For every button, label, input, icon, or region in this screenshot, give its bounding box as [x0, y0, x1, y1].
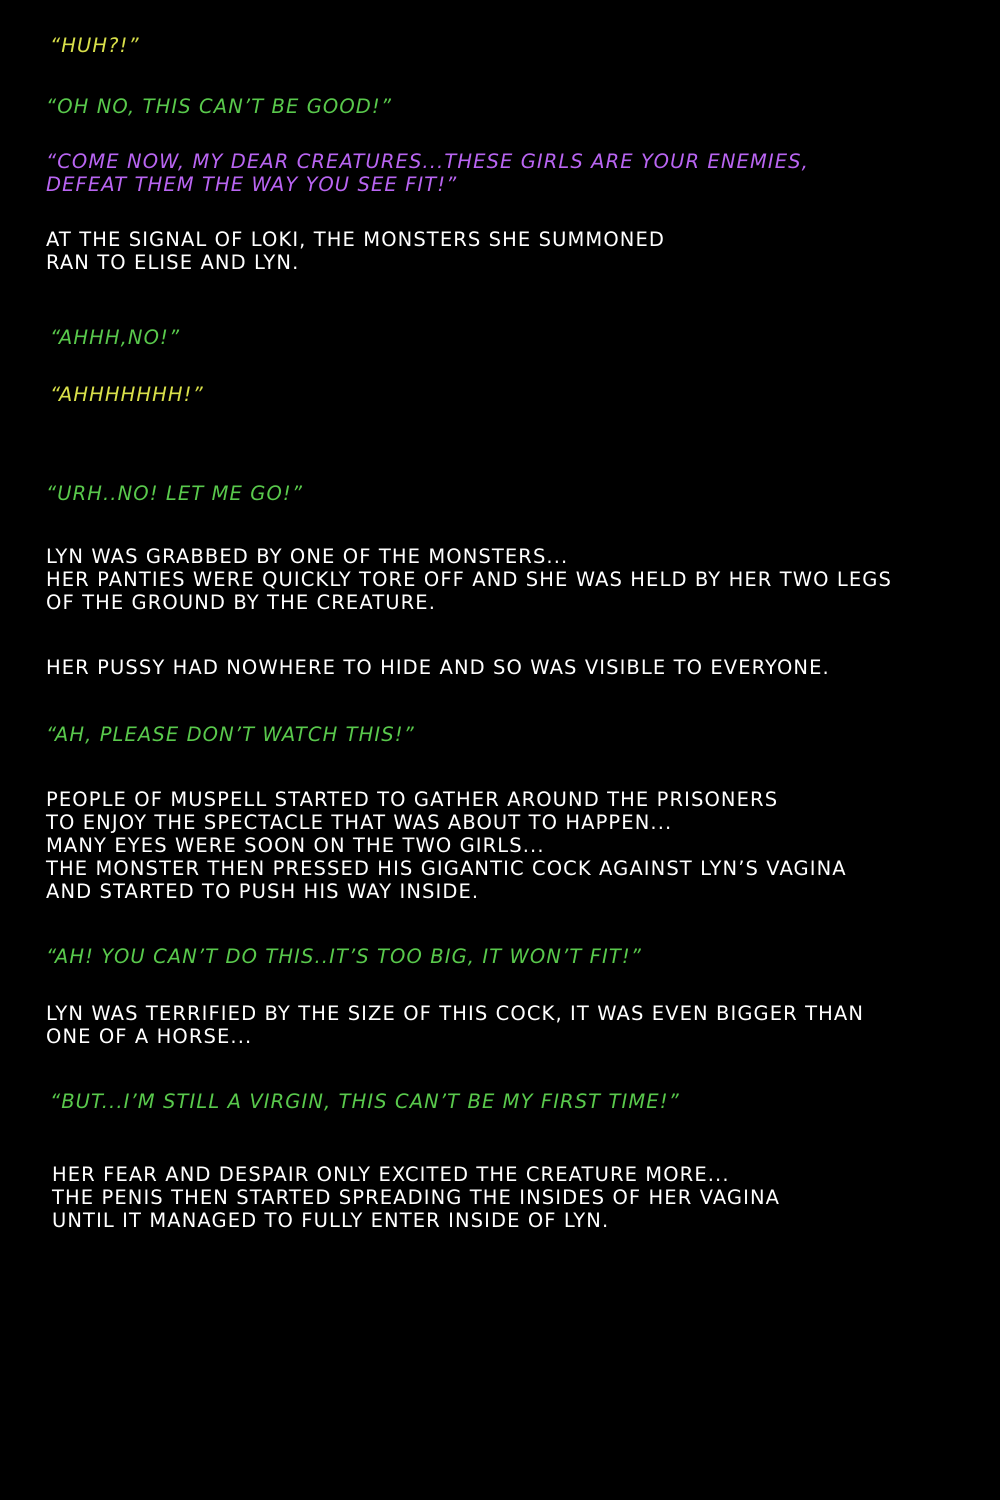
text-block [46, 1090, 960, 1113]
text-block [46, 95, 960, 118]
text-block [46, 326, 960, 349]
text-line: “COME NOW, MY DEAR CREATURES...THESE GIRLS ARE YOUR ENEMIES, [46, 150, 809, 173]
text-block [46, 150, 960, 196]
text-line: “BUT...I’M STILL A VIRGIN, THIS CAN’T BE MY FIRST TIME!” [50, 1090, 680, 1113]
text-block [46, 545, 960, 614]
text-block [46, 383, 960, 406]
text-line: “AHHHHHHH!” [50, 383, 204, 406]
text-line: ONE OF A HORSE... [46, 1025, 253, 1048]
text-line: AND STARTED TO PUSH HIS WAY INSIDE. [46, 880, 480, 903]
text-block [46, 482, 960, 505]
text-line: “AHHH,NO!” [50, 326, 181, 349]
text-line: “AH! YOU CAN’T DO THIS..IT’S TOO BIG, IT WON’T FIT!” [46, 945, 642, 968]
text-line: THE MONSTER THEN PRESSED HIS GIGANTIC COCK AGAINST LYN’S VAGINA [46, 857, 847, 880]
text-line: “OH NO, THIS CAN’T BE GOOD!” [46, 95, 393, 118]
text-line: HER PANTIES WERE QUICKLY TORE OFF AND SHE WAS HELD BY HER TWO LEGS [46, 568, 892, 591]
text-block [46, 34, 960, 57]
text-line: LYN WAS GRABBED BY ONE OF THE MONSTERS... [46, 545, 569, 568]
text-block [46, 945, 960, 968]
text-line: HER FEAR AND DESPAIR ONLY EXCITED THE CREATURE MORE... [52, 1163, 730, 1186]
text-line: PEOPLE OF MUSPELL STARTED TO GATHER AROUND THE PRISONERS [46, 788, 779, 811]
text-block [46, 228, 960, 274]
text-block [46, 723, 960, 746]
text-line: “AH, PLEASE DON’T WATCH THIS!” [46, 723, 415, 746]
text-line: “HUH?!” [50, 34, 140, 57]
text-line: RAN TO ELISE AND LYN. [46, 251, 300, 274]
text-line: DEFEAT THEM THE WAY YOU SEE FIT!” [46, 173, 458, 196]
text-block [46, 656, 960, 679]
text-line: THE PENIS THEN STARTED SPREADING THE INSIDES OF HER VAGINA [52, 1186, 781, 1209]
text-line: MANY EYES WERE SOON ON THE TWO GIRLS... [46, 834, 545, 857]
text-line: UNTIL IT MANAGED TO FULLY ENTER INSIDE OF LYN. [52, 1209, 610, 1232]
text-line: “URH..NO! LET ME GO!” [46, 482, 304, 505]
text-line: HER PUSSY HAD NOWHERE TO HIDE AND SO WAS VISIBLE TO EVERYONE. [46, 656, 830, 679]
text-block [46, 1002, 960, 1048]
text-line: LYN WAS TERRIFIED BY THE SIZE OF THIS COCK, IT WAS EVEN BIGGER THAN [46, 1002, 865, 1025]
text-line: TO ENJOY THE SPECTACLE THAT WAS ABOUT TO HAPPEN... [46, 811, 673, 834]
text-block [46, 1163, 960, 1232]
text-line: OF THE GROUND BY THE CREATURE. [46, 591, 437, 614]
text-block [46, 788, 960, 903]
text-line: AT THE SIGNAL OF LOKI, THE MONSTERS SHE SUMMONED [46, 228, 665, 251]
